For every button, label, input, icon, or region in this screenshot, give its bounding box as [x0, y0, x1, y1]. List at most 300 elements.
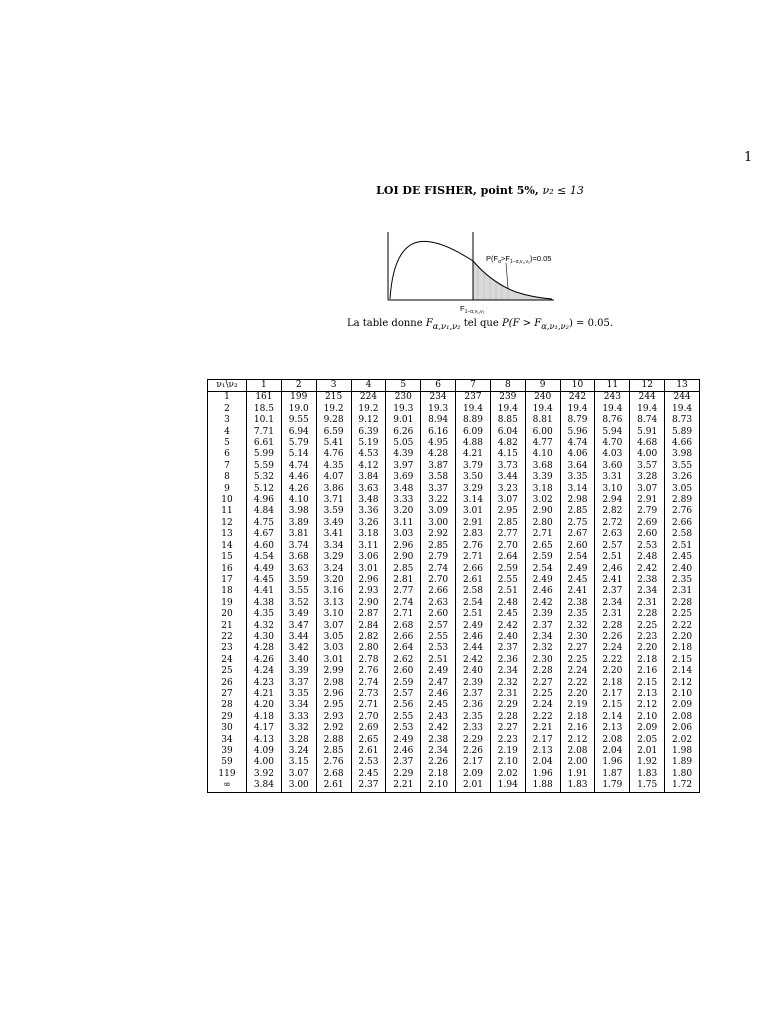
table-cell: 2.32 [560, 621, 595, 632]
table-cell: 2.42 [490, 621, 525, 632]
table-cell: 3.03 [316, 643, 351, 654]
table-cell: 2.19 [560, 700, 595, 711]
table-cell: 9.55 [281, 415, 316, 426]
table-row [208, 484, 700, 495]
table-cell: 2.43 [421, 712, 456, 723]
table-cell: 3.15 [281, 757, 316, 768]
table-cell: 161 [247, 392, 282, 404]
table-cell: 19.3 [421, 404, 456, 415]
table-cell: 2.55 [490, 575, 525, 586]
table-cell: 4.74 [281, 461, 316, 472]
table-cell: 2.28 [525, 666, 560, 677]
table-cell: 2.91 [630, 495, 665, 506]
table-cell: 2.78 [351, 655, 386, 666]
table-cell: 9.28 [316, 415, 351, 426]
table-row [208, 404, 700, 415]
table-cell: 2.68 [386, 621, 421, 632]
table-cell: 2.79 [421, 552, 456, 563]
table-cell: 2.25 [560, 655, 595, 666]
table-cell: 1.96 [525, 769, 560, 780]
table-cell: 2.67 [560, 529, 595, 540]
table-cell: 4.24 [247, 666, 282, 677]
table-cell: 2.57 [386, 689, 421, 700]
table-cell: 2.29 [386, 769, 421, 780]
table-cell: 2.70 [490, 541, 525, 552]
table-cell: 4.75 [247, 518, 282, 529]
table-cell: 6.04 [490, 427, 525, 438]
row-header: 28 [208, 700, 247, 711]
table-cell: 4.68 [630, 438, 665, 449]
table-cell: 4.21 [247, 689, 282, 700]
table-cell: 3.26 [665, 472, 700, 483]
table-row [208, 575, 700, 586]
table-cell: 2.53 [386, 723, 421, 734]
table-row [208, 735, 700, 746]
table-cell: 4.53 [351, 449, 386, 460]
table-cell: 2.35 [560, 609, 595, 620]
table-cell: 3.58 [421, 472, 456, 483]
table-cell: 19.4 [560, 404, 595, 415]
column-header-13: 13 [665, 380, 700, 392]
table-cell: 2.45 [351, 769, 386, 780]
table-cell: 19.4 [490, 404, 525, 415]
table-cell: 3.42 [281, 643, 316, 654]
table-cell: 3.35 [560, 472, 595, 483]
table-cell: 2.75 [560, 518, 595, 529]
table-cell: 4.00 [247, 757, 282, 768]
table-cell: 3.39 [281, 666, 316, 677]
table-row [208, 415, 700, 426]
table-cell: 3.40 [281, 655, 316, 666]
table-cell: 2.76 [456, 541, 491, 552]
table-cell: 2.47 [421, 678, 456, 689]
table-header-row [208, 380, 700, 392]
table-cell: 2.18 [595, 678, 630, 689]
table-cell: 4.07 [316, 472, 351, 483]
table-cell: 2.31 [665, 586, 700, 597]
column-header-10: 10 [560, 380, 595, 392]
table-cell: 2.60 [421, 609, 456, 620]
table-cell: 8.85 [490, 415, 525, 426]
table-cell: 3.28 [630, 472, 665, 483]
table-cell: 2.10 [630, 712, 665, 723]
table-cell: 2.14 [665, 666, 700, 677]
table-cell: 4.13 [247, 735, 282, 746]
table-cell: 2.66 [386, 632, 421, 643]
table-cell: 19.4 [595, 404, 630, 415]
table-cell: 18.5 [247, 404, 282, 415]
table-cell: 2.01 [630, 746, 665, 757]
table-cell: 7.71 [247, 427, 282, 438]
table-cell: 2.92 [316, 723, 351, 734]
table-cell: 2.28 [595, 621, 630, 632]
table-cell: 2.72 [595, 518, 630, 529]
row-header: 15 [208, 552, 247, 563]
table-cell: 2.93 [351, 586, 386, 597]
table-cell: 2.49 [525, 575, 560, 586]
row-header: 21 [208, 621, 247, 632]
table-row [208, 472, 700, 483]
table-cell: 2.60 [630, 529, 665, 540]
table-cell: 2.34 [630, 586, 665, 597]
table-cell: 2.31 [595, 609, 630, 620]
row-header: 16 [208, 564, 247, 575]
table-cell: 3.36 [351, 506, 386, 517]
row-header: 12 [208, 518, 247, 529]
table-corner-cell: ν₁\ν₂ [208, 380, 247, 392]
table-cell: 3.86 [316, 484, 351, 495]
row-header: 39 [208, 746, 247, 757]
table-cell: 4.18 [247, 712, 282, 723]
table-cell: 5.89 [665, 427, 700, 438]
row-header: 3 [208, 415, 247, 426]
table-cell: 2.12 [665, 678, 700, 689]
table-cell: 1.80 [665, 769, 700, 780]
table-cell: 19.2 [351, 404, 386, 415]
table-cell: 1.87 [595, 769, 630, 780]
table-cell: 2.76 [351, 666, 386, 677]
table-cell: 2.69 [630, 518, 665, 529]
table-cell: 1.79 [595, 780, 630, 792]
table-cell: 4.67 [247, 529, 282, 540]
table-row [208, 564, 700, 575]
table-cell: 2.09 [456, 769, 491, 780]
table-cell: 5.79 [281, 438, 316, 449]
table-row [208, 598, 700, 609]
table-cell: 3.23 [490, 484, 525, 495]
table-cell: 3.29 [316, 552, 351, 563]
table-cell: 3.11 [351, 541, 386, 552]
table-cell: 1.96 [595, 757, 630, 768]
table-cell: 4.46 [281, 472, 316, 483]
table-cell: 3.05 [316, 632, 351, 643]
table-cell: 2.32 [490, 678, 525, 689]
table-cell: 3.31 [595, 472, 630, 483]
table-cell: 2.08 [560, 746, 595, 757]
table-cell: 3.07 [281, 769, 316, 780]
table-cell: 3.49 [281, 609, 316, 620]
table-cell: 5.99 [247, 449, 282, 460]
table-cell: 3.28 [281, 735, 316, 746]
table-cell: 2.25 [630, 621, 665, 632]
table-cell: 2.39 [456, 678, 491, 689]
table-cell: 2.51 [490, 586, 525, 597]
table-cell: 4.54 [247, 552, 282, 563]
table-cell: 3.39 [525, 472, 560, 483]
table-cell: 2.46 [595, 564, 630, 575]
table-cell: 4.74 [560, 438, 595, 449]
table-cell: 4.21 [456, 449, 491, 460]
table-cell: 1.83 [560, 780, 595, 792]
table-cell: 3.48 [386, 484, 421, 495]
table-row [208, 700, 700, 711]
row-header: 4 [208, 427, 247, 438]
row-header: 6 [208, 449, 247, 460]
table-cell: 3.20 [386, 506, 421, 517]
row-header: 5 [208, 438, 247, 449]
table-cell: 3.00 [421, 518, 456, 529]
table-cell: 2.88 [316, 735, 351, 746]
table-row [208, 723, 700, 734]
table-cell: 3.57 [630, 461, 665, 472]
column-header-7: 7 [456, 380, 491, 392]
row-header: 20 [208, 609, 247, 620]
row-header: 24 [208, 655, 247, 666]
column-header-11: 11 [595, 380, 630, 392]
table-cell: 3.01 [351, 564, 386, 575]
table-cell: 3.71 [316, 495, 351, 506]
fisher-table [207, 379, 700, 793]
table-cell: 2.37 [351, 780, 386, 792]
table-row [208, 621, 700, 632]
table-cell: 3.00 [281, 780, 316, 792]
table-cell: 1.92 [630, 757, 665, 768]
table-cell: 5.96 [560, 427, 595, 438]
table-cell: 4.49 [247, 564, 282, 575]
table-cell: 2.42 [630, 564, 665, 575]
table-row [208, 529, 700, 540]
table-cell: 2.91 [456, 518, 491, 529]
table-cell: 3.07 [630, 484, 665, 495]
table-cell: 2.64 [490, 552, 525, 563]
table-cell: 2.57 [595, 541, 630, 552]
table-row [208, 678, 700, 689]
table-cell: 2.30 [525, 655, 560, 666]
column-header-2: 2 [281, 380, 316, 392]
table-cell: 4.03 [595, 449, 630, 460]
table-cell: 2.65 [351, 735, 386, 746]
row-header: 13 [208, 529, 247, 540]
table-cell: 2.37 [595, 586, 630, 597]
table-cell: 8.79 [560, 415, 595, 426]
table-cell: 2.62 [386, 655, 421, 666]
table-cell: 3.59 [281, 575, 316, 586]
table-cell: 2.02 [490, 769, 525, 780]
table-cell: 2.22 [525, 712, 560, 723]
table-cell: 3.06 [351, 552, 386, 563]
row-header: 19 [208, 598, 247, 609]
table-cell: 2.17 [525, 735, 560, 746]
table-cell: 2.93 [316, 712, 351, 723]
table-cell: 2.83 [456, 529, 491, 540]
table-cell: 2.51 [456, 609, 491, 620]
table-cell: 3.49 [316, 518, 351, 529]
density-curve [390, 241, 552, 299]
table-cell: 3.55 [665, 461, 700, 472]
table-cell: 19.2 [316, 404, 351, 415]
table-cell: 3.59 [316, 506, 351, 517]
table-cell: 215 [316, 392, 351, 404]
table-cell: 3.24 [316, 564, 351, 575]
table-cell: 2.46 [386, 746, 421, 757]
table-cell: 2.21 [386, 780, 421, 792]
table-cell: 2.49 [421, 666, 456, 677]
table-cell: 3.35 [281, 689, 316, 700]
table-body [208, 392, 700, 792]
column-header-4: 4 [351, 380, 386, 392]
table-cell: 2.08 [665, 712, 700, 723]
table-cell: 2.26 [595, 632, 630, 643]
table-cell: 244 [665, 392, 700, 404]
table-row [208, 780, 700, 792]
table-cell: 2.44 [456, 643, 491, 654]
table-cell: 3.07 [490, 495, 525, 506]
table-cell: 2.05 [630, 735, 665, 746]
table-cell: 3.02 [525, 495, 560, 506]
row-header: 11 [208, 506, 247, 517]
table-row [208, 552, 700, 563]
table-cell: 2.69 [351, 723, 386, 734]
table-cell: 2.15 [665, 655, 700, 666]
table-cell: 2.89 [665, 495, 700, 506]
table-cell: 4.10 [281, 495, 316, 506]
table-cell: 2.24 [525, 700, 560, 711]
table-cell: 2.17 [595, 689, 630, 700]
table-cell: 3.84 [351, 472, 386, 483]
table-row [208, 392, 700, 404]
table-cell: 4.06 [560, 449, 595, 460]
table-cell: 2.98 [316, 678, 351, 689]
table-cell: 2.90 [525, 506, 560, 517]
table-cell: 2.70 [351, 712, 386, 723]
table-cell: 2.58 [665, 529, 700, 540]
table-cell: 2.85 [560, 506, 595, 517]
table-cell: 2.24 [595, 643, 630, 654]
table-cell: 3.37 [281, 678, 316, 689]
table-cell: 4.77 [525, 438, 560, 449]
table-cell: 19.4 [525, 404, 560, 415]
table-cell: 2.25 [525, 689, 560, 700]
table-cell: 4.60 [247, 541, 282, 552]
row-header: 2 [208, 404, 247, 415]
table-cell: 3.63 [281, 564, 316, 575]
row-header: 22 [208, 632, 247, 643]
table-cell: 2.25 [665, 609, 700, 620]
table-cell: 2.18 [665, 643, 700, 654]
table-cell: 2.26 [456, 746, 491, 757]
figure-caption: La table donne $F_{\alpha,\nu_1,\nu_2}$ tel que $P(F > F_{\alpha,\nu_1,\nu_2}) = 0.05$. [346, 318, 614, 331]
table-cell: 2.34 [490, 666, 525, 677]
table-cell: 2.35 [665, 575, 700, 586]
table-cell: 2.59 [490, 564, 525, 575]
table-cell: 2.66 [665, 518, 700, 529]
table-cell: 2.41 [560, 586, 595, 597]
table-cell: 2.34 [525, 632, 560, 643]
table-cell: 2.18 [421, 769, 456, 780]
table-cell: 4.12 [351, 461, 386, 472]
table-cell: 4.00 [630, 449, 665, 460]
table-cell: 3.24 [281, 746, 316, 757]
row-header: 8 [208, 472, 247, 483]
table-cell: 2.40 [665, 564, 700, 575]
table-cell: 4.84 [247, 506, 282, 517]
table-cell: 2.96 [351, 575, 386, 586]
table-cell: 2.13 [630, 689, 665, 700]
table-cell: 8.94 [421, 415, 456, 426]
table-cell: 10.1 [247, 415, 282, 426]
table-cell: 1.75 [630, 780, 665, 792]
table-cell: 3.55 [281, 586, 316, 597]
table-cell: 3.37 [421, 484, 456, 495]
table-cell: 2.39 [525, 609, 560, 620]
table-cell: 2.61 [351, 746, 386, 757]
table-cell: 2.09 [630, 723, 665, 734]
table-cell: 4.41 [247, 586, 282, 597]
table-cell: 2.71 [351, 700, 386, 711]
table-cell: 2.19 [490, 746, 525, 757]
table-cell: 2.56 [386, 700, 421, 711]
table-cell: 4.70 [595, 438, 630, 449]
table-cell: 5.91 [630, 427, 665, 438]
table-cell: 19.4 [630, 404, 665, 415]
table-cell: 2.37 [456, 689, 491, 700]
table-cell: 4.76 [316, 449, 351, 460]
table-cell: 2.95 [490, 506, 525, 517]
table-cell: 4.95 [421, 438, 456, 449]
table-cell: 2.74 [386, 598, 421, 609]
table-cell: 2.06 [665, 723, 700, 734]
table-row [208, 427, 700, 438]
table-cell: 2.82 [351, 632, 386, 643]
table-cell: 2.31 [490, 689, 525, 700]
row-header: 7 [208, 461, 247, 472]
table-cell: 2.23 [490, 735, 525, 746]
table-row [208, 666, 700, 677]
row-header: 29 [208, 712, 247, 723]
table-cell: 2.63 [595, 529, 630, 540]
table-cell: 3.03 [386, 529, 421, 540]
table-cell: 3.47 [281, 621, 316, 632]
table-cell: 3.14 [456, 495, 491, 506]
table-cell: 2.16 [560, 723, 595, 734]
table-cell: 3.87 [421, 461, 456, 472]
table-cell: 2.45 [421, 700, 456, 711]
table-cell: 3.79 [456, 461, 491, 472]
table-cell: 2.16 [630, 666, 665, 677]
row-header: 25 [208, 666, 247, 677]
table-cell: 6.61 [247, 438, 282, 449]
table-cell: 2.80 [525, 518, 560, 529]
table-cell: 2.53 [351, 757, 386, 768]
table-cell: 2.76 [665, 506, 700, 517]
row-header: 17 [208, 575, 247, 586]
table-cell: 3.68 [525, 461, 560, 472]
table-row [208, 655, 700, 666]
table-cell: 2.63 [421, 598, 456, 609]
table-cell: 3.22 [421, 495, 456, 506]
table-cell: 2.71 [525, 529, 560, 540]
row-header: 59 [208, 757, 247, 768]
table-cell: 2.10 [665, 689, 700, 700]
table-cell: 2.45 [560, 575, 595, 586]
table-cell: 2.38 [630, 575, 665, 586]
table-cell: 2.10 [490, 757, 525, 768]
table-cell: 2.32 [525, 643, 560, 654]
table-row [208, 689, 700, 700]
table-cell: 2.70 [421, 575, 456, 586]
table-row [208, 438, 700, 449]
table-cell: 6.39 [351, 427, 386, 438]
table-cell: 2.57 [421, 621, 456, 632]
table-cell: 2.74 [421, 564, 456, 575]
row-header: 14 [208, 541, 247, 552]
table-cell: 2.90 [351, 598, 386, 609]
table-cell: 2.66 [421, 586, 456, 597]
table-cell: 2.15 [630, 678, 665, 689]
table-cell: 1.88 [525, 780, 560, 792]
column-header-9: 9 [525, 380, 560, 392]
table-cell: 4.32 [247, 621, 282, 632]
